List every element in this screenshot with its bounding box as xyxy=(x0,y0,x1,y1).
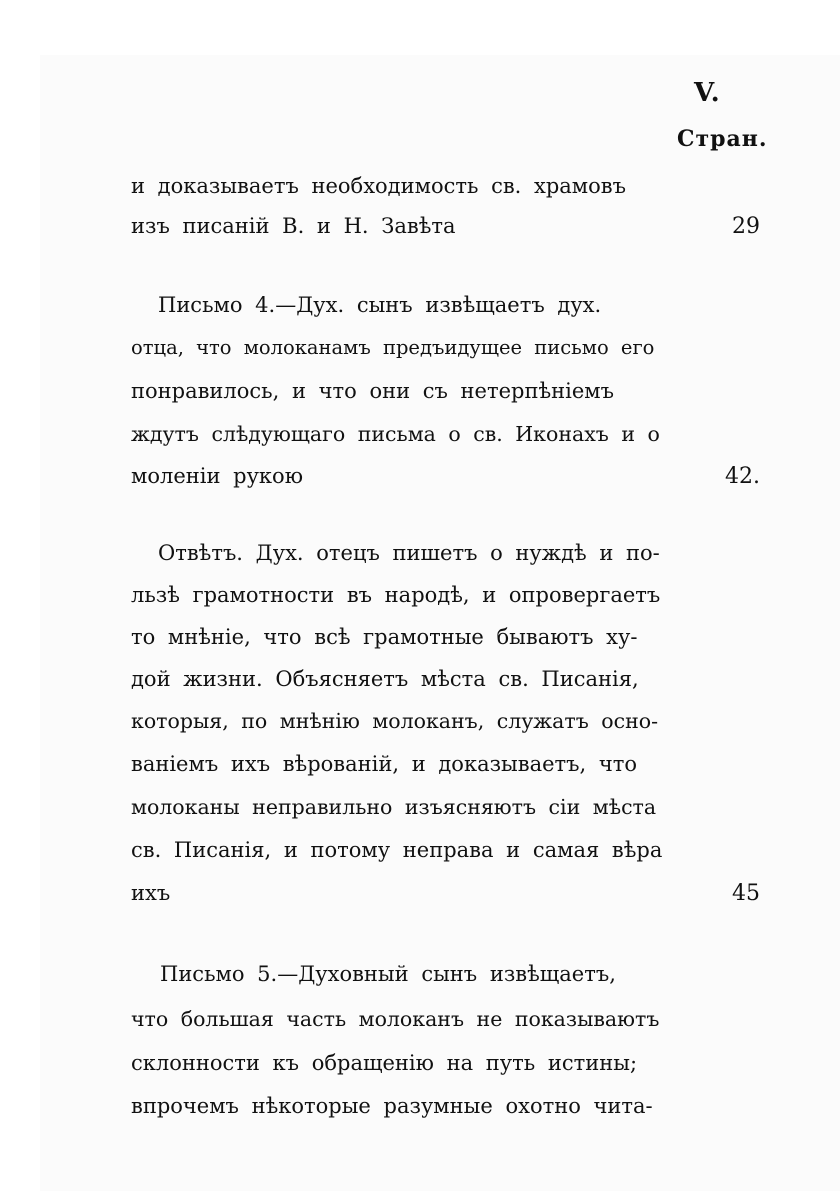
entry-line: моленіи рукою xyxy=(131,464,303,488)
entry-line: молоканы неправильно изъясняютъ сіи мѣста xyxy=(131,795,657,819)
entry-line: то мнѣніе, что всѣ грамотные бываютъ ху- xyxy=(131,625,638,649)
entry-line: и доказываетъ необходимость св. храмовъ xyxy=(131,174,626,198)
page-number: 42. xyxy=(725,464,760,489)
page-roman-numeral: V. xyxy=(694,78,721,108)
entry-line: св. Писанія, и потому неправа и самая вѣра xyxy=(131,838,663,862)
page-number: 45 xyxy=(732,881,760,906)
entry-line: впрочемъ нѣкоторые разумные охотно чита- xyxy=(131,1094,653,1118)
entry-line: ихъ xyxy=(131,881,171,905)
entry-line: отца, что молоканамъ предъидущее письмо его xyxy=(131,336,655,359)
entry-line: Письмо 4.—Дух. сынъ извѣщаетъ дух. xyxy=(158,293,602,317)
entry-line: дой жизни. Объясняетъ мѣста св. Писанія, xyxy=(131,667,639,691)
entry-line: льзѣ грамотности въ народѣ, и опровергаетъ xyxy=(131,583,661,607)
entry-line: склонности къ обращенію на путь истины; xyxy=(131,1051,638,1075)
entry-line: что большая часть молоканъ не показываютъ xyxy=(131,1007,660,1031)
entry-line: которыя, по мнѣнію молоканъ, служатъ осно- xyxy=(131,709,659,733)
entry-line: изъ писаній В. и Н. Завѣта xyxy=(131,214,456,238)
page-column-label: Стран. xyxy=(677,126,768,152)
entry-line: понравилось, и что они съ нетерпѣніемъ xyxy=(131,379,614,403)
entry-line: ваніемъ ихъ вѣрованій, и доказываетъ, что xyxy=(131,752,638,776)
entry-line: Письмо 5.—Духовный сынъ извѣщаетъ, xyxy=(160,962,616,986)
entry-line: Отвѣтъ. Дух. отецъ пишетъ о нуждѣ и по- xyxy=(158,541,660,565)
entry-line: ждутъ слѣдующаго письма о св. Иконахъ и о xyxy=(131,422,660,446)
page-number: 29 xyxy=(732,214,760,239)
